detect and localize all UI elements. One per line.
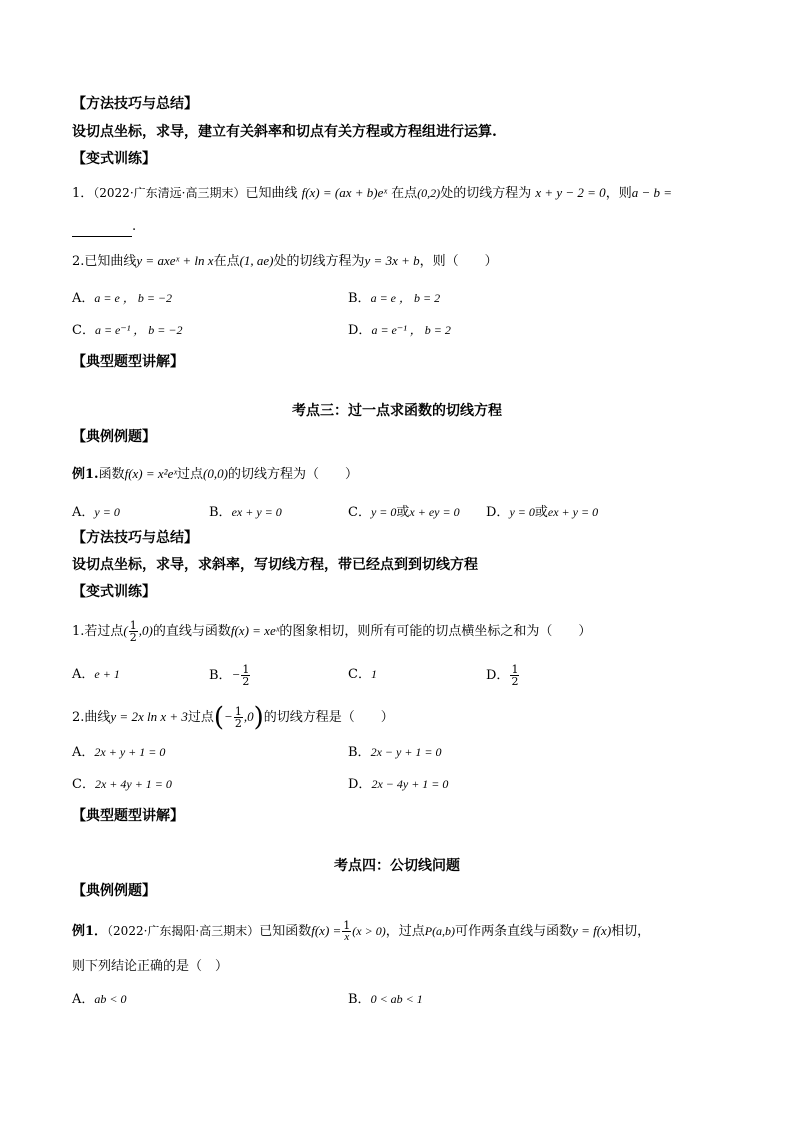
option-text: ab < 0 (94, 992, 127, 1006)
v3q2-point-fraction (234, 706, 243, 729)
v3q2-text3: 的切线方程是（ ） (263, 710, 394, 725)
fraction-denominator: 2 (511, 675, 519, 688)
option-label: A． (72, 745, 95, 760)
fraction-numerator: 1 (343, 919, 351, 932)
ex4-stem (72, 920, 650, 943)
ex4-curve: y = f(x) (572, 923, 612, 938)
fraction-numerator: 1 (234, 705, 242, 718)
v3q1-option-d[interactable] (486, 664, 520, 687)
q2-text1: 2.已知曲线 (72, 254, 137, 269)
ex4-text4: 相切， (611, 924, 651, 939)
ex4-label: 例1． (72, 924, 108, 939)
q1-text1: 已知曲线 (245, 186, 302, 201)
ex3-point: (0,0) (203, 466, 228, 481)
q2-option-d[interactable] (348, 320, 451, 341)
v3q2-text1: 2.曲线 (72, 710, 111, 725)
v3q2-point-sign: − (224, 709, 233, 724)
q1-number: 1． (72, 186, 94, 201)
q2-option-b[interactable] (348, 288, 440, 309)
typical-heading-1: 【典型题型讲解】 (72, 354, 184, 370)
ex4-point: P(a,b) (424, 924, 456, 938)
option-or: 或 (396, 505, 410, 520)
ex4-text1: 已知函数 (259, 924, 312, 939)
option-label: C． (348, 505, 371, 520)
method-text-2: 设切点坐标，求导，求斜率，写切线方程，带已经点到到切线方程 (72, 557, 478, 573)
v3q1-text1: 1.若过点 (72, 624, 124, 639)
option-sign: − (231, 667, 241, 682)
variant-heading-2: 【变式训练】 (72, 584, 156, 600)
ex3-function: f(x) = x²eˣ (124, 466, 178, 481)
ex4-option-b[interactable] (348, 989, 423, 1010)
kp4-title: 考点四：公切线问题 (334, 858, 460, 874)
option-label: B． (209, 505, 232, 520)
q2-text2: 在点 (213, 254, 240, 269)
v3q1-point-close: ,0) (138, 623, 153, 638)
example-heading-1: 【典例例题】 (72, 429, 156, 445)
q1-end-period: . (132, 219, 137, 234)
option-fraction (241, 664, 250, 687)
option-label: C． (348, 667, 371, 682)
typical-heading-2: 【典型题型讲解】 (72, 808, 184, 824)
ex4-function-fraction (342, 920, 351, 943)
option-label: D． (486, 668, 510, 683)
fraction-denominator: 2 (129, 631, 137, 644)
v3q2-point-rest: ,0 (243, 709, 254, 724)
q2-text4: ，则（ ） (419, 254, 498, 269)
q2-line: y = 3x + b (364, 253, 420, 268)
variant-heading-1: 【变式训练】 (72, 151, 156, 167)
v3q1-text3: 的图象相切，则所有可能的切点横坐标之和为（ ） (279, 624, 592, 639)
v3q2-right-paren: ) (253, 702, 264, 733)
ex4-source: （2022·广东揭阳·高三期末） (107, 924, 260, 938)
v3q1-point-fraction (129, 620, 138, 643)
example-heading-2: 【典例例题】 (72, 883, 156, 899)
option-label: A． (72, 505, 95, 520)
v3q1-option-b[interactable] (209, 664, 251, 687)
ex3-option-a[interactable] (72, 502, 120, 523)
option-text: 2x − y + 1 = 0 (370, 745, 442, 759)
option-label: C． (72, 777, 95, 792)
kp3-title: 考点三：过一点求函数的切线方程 (292, 403, 502, 419)
option-text: 2x + 4y + 1 = 0 (94, 777, 172, 791)
q2-text3: 处的切线方程为 (273, 254, 365, 269)
option-text: ex + y = 0 (231, 505, 282, 519)
fraction-numerator: 1 (129, 619, 137, 632)
q2-option-c[interactable] (72, 320, 183, 341)
option-text-1: y = 0 (370, 505, 397, 519)
v3q2-left-paren: ( (213, 702, 225, 733)
v3q1-point-open: ( (123, 623, 128, 638)
v3q1-text2: 的直线与函数 (152, 624, 231, 639)
v3q2-option-d[interactable] (348, 774, 448, 795)
option-text: 1 (370, 667, 377, 681)
v3q1-option-c[interactable] (348, 664, 377, 685)
fraction-numerator: 1 (511, 663, 519, 676)
option-label: B． (348, 745, 371, 760)
q2-curve: y = axeˣ + ln x (136, 253, 214, 268)
v3q2-text2: 过点 (187, 710, 214, 725)
option-text: 0 < ab < 1 (370, 992, 423, 1006)
option-label: B． (348, 291, 371, 306)
method-heading-2: 【方法技巧与总结】 (72, 530, 198, 546)
option-label: A． (72, 667, 95, 682)
option-label: B． (348, 992, 371, 1007)
method-heading-1: 【方法技巧与总结】 (72, 96, 198, 112)
q1-function: f(x) = (ax + b)eˣ (301, 185, 388, 200)
fraction-denominator: 2 (234, 717, 242, 730)
ex3-stem (72, 464, 358, 485)
q1-text4: ，则 (605, 186, 632, 201)
option-label: D． (486, 505, 510, 520)
q1-answer-line (72, 217, 136, 237)
v3q2-curve: y = 2x ln x + 3 (110, 709, 188, 724)
option-text-1: y = 0 (509, 505, 535, 519)
v3q1-option-a[interactable] (72, 664, 120, 685)
option-text: 2x + y + 1 = 0 (94, 745, 166, 759)
method-text-1: 设切点坐标，求导，建立有关斜率和切点有关方程或方程组进行运算. (72, 124, 497, 140)
ex4-stem-line2: 则下列结论正确的是（ ） (72, 959, 229, 974)
option-text-2: ex + y = 0 (547, 505, 599, 519)
q1-text3: 处的切线方程为 (440, 186, 536, 201)
option-text: a = e⁻¹ ， b = 2 (371, 323, 451, 337)
option-text-2: x + ey = 0 (409, 505, 460, 519)
v3q2-option-b[interactable] (348, 742, 442, 763)
q1-source: （2022·广东清远·高三期末） (93, 186, 246, 200)
v3q2-option-c[interactable] (72, 774, 172, 795)
option-label: D． (348, 323, 372, 338)
option-fraction (510, 664, 519, 687)
v3q1-stem (72, 620, 591, 643)
option-label: B． (209, 668, 232, 683)
fraction-denominator: x (344, 931, 350, 943)
fraction-denominator: 2 (242, 675, 250, 688)
v3q2-option-a[interactable] (72, 742, 165, 763)
option-label: A． (72, 992, 95, 1007)
ex3-option-b[interactable] (209, 502, 282, 523)
ex4-text3: 可作两条直线与函数 (455, 924, 573, 939)
fraction-numerator: 1 (242, 663, 250, 676)
ex4-function-lhs: f(x) = (311, 923, 342, 938)
option-text: y = 0 (94, 505, 120, 519)
ex3-option-d[interactable] (486, 502, 598, 523)
option-text: e + 1 (94, 667, 120, 681)
option-label: D． (348, 777, 372, 792)
ex3-label: 例1. (72, 467, 99, 482)
ex4-option-a[interactable] (72, 989, 127, 1010)
ex4-domain: (x > 0) (352, 924, 386, 938)
q1-line (72, 183, 672, 204)
option-text: a = e ， b = 2 (370, 291, 441, 305)
q1-tangent-equation: x + y − 2 = 0 (535, 185, 606, 200)
q1-answer-blank[interactable] (72, 222, 132, 237)
ex4-text2: ，过点 (385, 924, 425, 939)
q2-point: (1, ae) (239, 253, 274, 268)
ex3-text3: 的切线方程为（ ） (227, 467, 358, 482)
ex3-text2: 过点 (177, 467, 204, 482)
q1-point: (0,2) (417, 186, 441, 200)
q1-text2: 在点 (387, 186, 418, 201)
q2-stem (72, 251, 498, 272)
ex3-text1: 函数 (98, 467, 125, 482)
option-label: A． (72, 291, 95, 306)
v3q2-stem (72, 702, 394, 733)
option-text: a = e ， b = −2 (94, 291, 173, 305)
option-text: 2x − 4y + 1 = 0 (371, 777, 449, 791)
option-text: a = e⁻¹ ， b = −2 (94, 323, 183, 337)
q2-option-a[interactable] (72, 288, 172, 309)
q1-ask: a − b = (631, 185, 672, 200)
v3q1-function: f(x) = xeˣ (230, 623, 280, 638)
ex3-option-c[interactable] (348, 502, 460, 523)
option-label: C． (72, 323, 95, 338)
option-or: 或 (534, 505, 548, 520)
